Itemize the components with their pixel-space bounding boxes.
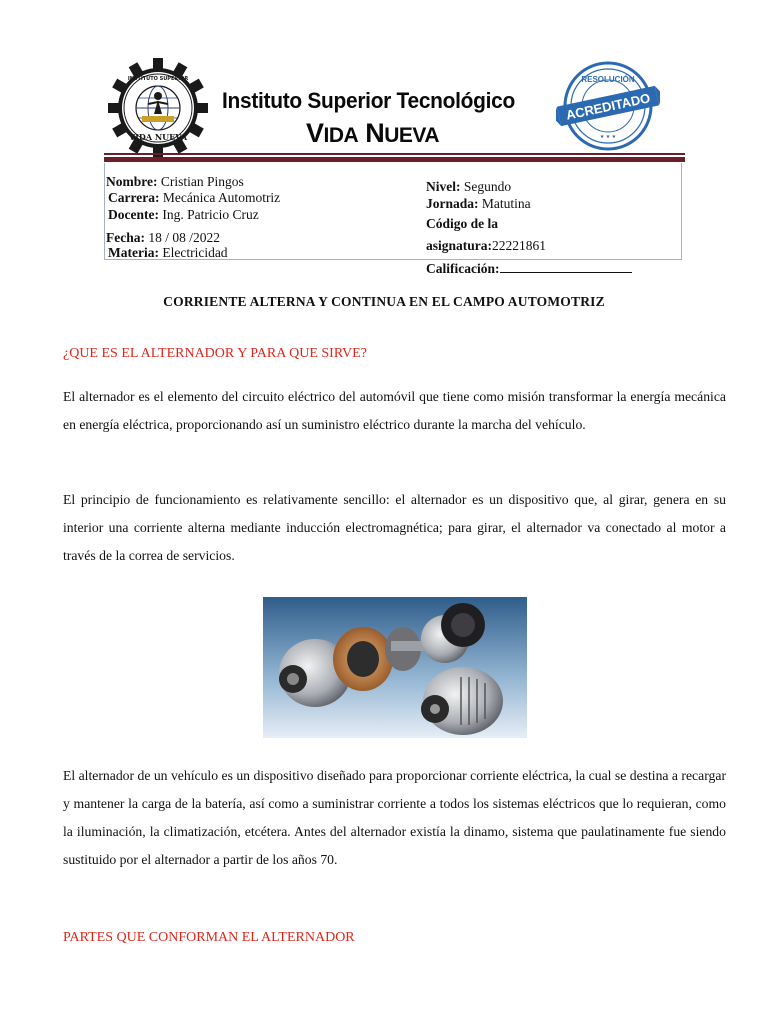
- calificacion-field: [426, 260, 632, 277]
- codigo-field: [426, 238, 546, 254]
- jornada-label: Jornada:: [426, 196, 479, 211]
- fecha-label: Fecha:: [106, 230, 145, 245]
- institution-name: Instituto Superior Tecnológico: [222, 88, 515, 113]
- calificacion-blank-line: [500, 260, 632, 273]
- brand-initial-v: V: [306, 118, 324, 148]
- alternator-exploded-image: [263, 597, 527, 738]
- materia-field: [108, 245, 228, 261]
- codigo-label-1: Código de la: [426, 216, 499, 231]
- svg-text:★ ★ ★: ★ ★ ★: [599, 134, 617, 140]
- nivel-value: Segundo: [463, 179, 512, 194]
- section-heading-partes: PARTES QUE CONFORMAN EL ALTERNADOR: [63, 930, 355, 945]
- docente-field: [108, 207, 259, 223]
- paragraph-1: El alternador es el elemento del circuito eléctrico del automóvil que tiene como misión transformar la energía mecánica en energía eléctrica, proporcionando así un suministro eléctrico durante la marcha del vehículo.: [63, 389, 726, 432]
- nombre-field: [106, 174, 244, 190]
- brand-ueva: UEVA: [384, 124, 439, 147]
- calificacion-label: Calificación:: [426, 261, 500, 276]
- svg-text:RESOLUCIÓN: RESOLUCIÓN: [581, 75, 635, 84]
- brand-ida: IDA: [323, 124, 359, 147]
- svg-text:ACREDITADO: ACREDITADO: [564, 90, 652, 123]
- section-heading-alternador: ¿QUE ES EL ALTERNADOR Y PARA QUE SIRVE?: [63, 346, 367, 361]
- paragraph-2: El principio de funcionamiento es relativamente sencillo: el alternador es un dispositivo que, al girar, genera en su interior una corriente alterna mediante inducción electromagnética; para girar, el alternador va conectado al motor a través de la correa de servicios.: [63, 492, 726, 563]
- nivel-label: Nivel:: [426, 179, 461, 194]
- header-rule-thin: [104, 153, 685, 155]
- codigo-value: 22221861: [492, 238, 547, 253]
- carrera-value: Mecánica Automotriz: [162, 190, 281, 205]
- svg-text:INSTITUTO SUPERIOR: INSTITUTO SUPERIOR: [127, 76, 189, 82]
- codigo-label-line1: [426, 216, 498, 232]
- document-title: CORRIENTE ALTERNA Y CONTINUA EN EL CAMPO AUTOMOTRIZ: [163, 294, 605, 309]
- svg-text:VIDA NUEVA: VIDA NUEVA: [128, 132, 188, 142]
- nivel-field: [426, 179, 511, 195]
- carrera-field: [108, 190, 280, 206]
- nombre-label: Nombre:: [106, 174, 158, 189]
- materia-label: Materia:: [108, 245, 159, 260]
- nombre-value: Cristian Pingos: [160, 174, 244, 189]
- docente-value: Ing. Patricio Cruz: [162, 207, 259, 222]
- institute-logo: [108, 58, 208, 158]
- carrera-label: Carrera:: [108, 190, 160, 205]
- paragraph-3: El alternador de un vehículo es un dispositivo diseñado para proporcionar corriente eléctrica, la cual se destina a recargar y mantener la carga de la batería, así como a suministrar corriente a todos los sistemas eléctricos que lo requieran, como la iluminación, la climatización, etcétera. Antes del alternador existía la dinamo, sistema que paulatinamente fue siendo sustituido por el alternador a partir de los años 70.: [63, 768, 726, 867]
- brand-initial-n: N: [365, 118, 385, 148]
- accreditation-seal: [556, 60, 660, 152]
- fecha-value: 18 / 08 /2022: [148, 230, 220, 245]
- codigo-label-2: asignatura:: [426, 238, 493, 253]
- materia-value: Electricidad: [162, 245, 228, 260]
- fecha-field: [106, 230, 220, 246]
- header-rule-thick: [104, 157, 685, 162]
- jornada-value: Matutina: [481, 196, 531, 211]
- institution-brand: [306, 118, 439, 149]
- docente-label: Docente:: [108, 207, 159, 222]
- jornada-field: [426, 196, 531, 212]
